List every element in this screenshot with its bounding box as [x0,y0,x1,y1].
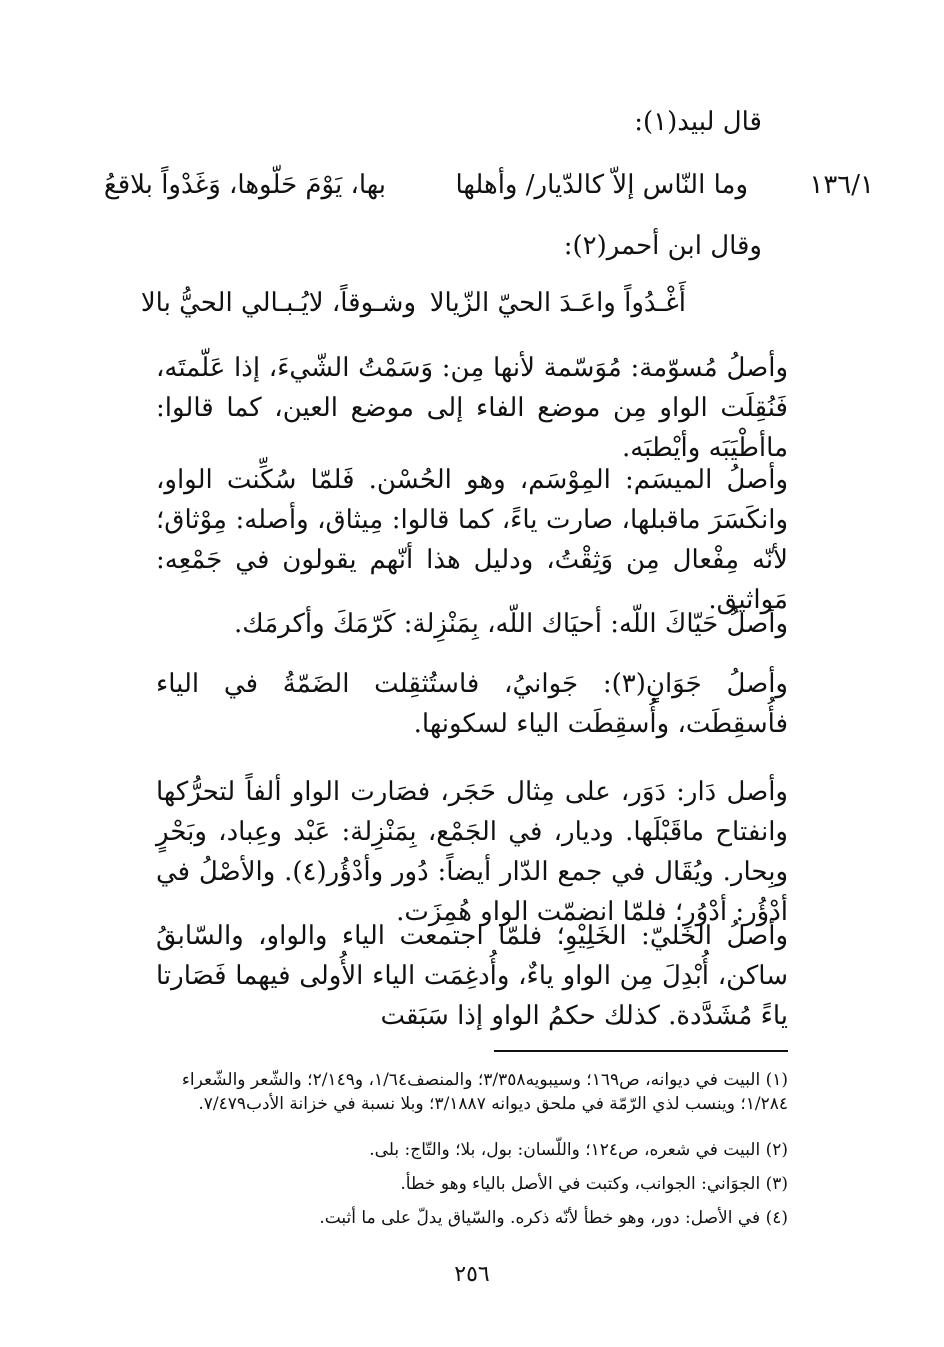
paragraph-khaliyy: وأصلُ الخَليّ: الخَلِيْوِ؛ فلمّا اجتمعت الياء والواو، والسّابقُ ساكن، أُبْدِلَ مِن الواو ياءٌ، وأُدغِمَت الياء الأُولى فيهما فَصَارتا ياءً مُشَدَّدة. كذلك حكمُ الواو إذا سَبَقت [156,921,788,1031]
paragraph-jawan: وأصلُ جَوَانٍ(٣): جَوانيُ، فاستُثقِلت الضَمّةُ في الياء فأُسقِطَت، وأُسقِطَت الياء لسكونها. [156,669,788,739]
verse-1-hemistich-1: وما النّاس إلاّ كالدّيار/ وأهلها [455,170,748,200]
paragraph-dar: وأصل دَار: دَوَر، على مِثال حَجَر، فصَارت الواو ألفاً لتحرُّكها وانفتاح ماقَبْلَها. وديار، في الجَمْع، بِمَنْزِلة: عَبْد وعِباد، وبَحْرٍ وبِحار. ويُقَال في جمع الدّار أيضاً: دُور وأدْؤُر(٤). والأصْلُ في أدْؤُر: أدْوُر؛ فلمّا انضمّت الواو هُمِزَت. [156,777,788,927]
paragraph-maysam: وأصلُ الميسَم: المِوْسَم، وهو الحُسْن. فَلمّا سُكِّنت الواو، وانكَسَرَ ماقبلها، صارت ياءً، كما قالوا: مِيثاق، وأصله: مِوْثاق؛ لأنّه مِفْعال مِن وَثِقْتُ، ودليل هذا أنّهم يقولون في جَمْعِه: مَواثيق. [156,465,788,615]
intro-ibn-ahmar: وقال ابن أحمر(٢): [563,231,762,261]
intro-labid: قال لبيد(١): [634,107,762,137]
footnote-3: (٣) الجوَاني: الجوانب، وكتبت في الأصل بالياء وهو خطأ. [400,1174,788,1194]
verse-number: ١٣٦/١ [809,170,874,200]
verse-2-hemistich-1: أَغْـدُواً واعَـدَ الحيّ الزّيالا [429,288,686,318]
footnote-divider [494,1050,788,1052]
footnote-4: (٤) في الأصل: دور، وهو خطأ لأنّه ذكره. والسّياق يدلّ على ما أثبت. [319,1208,788,1228]
paragraph-musawwama: وأصلُ مُسوّمة: مُوَسّمة لأنها مِن: وَسَمْتُ الشّيءَ، إذا عَلّمتَه، فَنُقِلَت الواو مِن موضع الفاء إلى موضع العين، كما قالوا: ماأطْيَبَه وأيْطبَه. [156,353,788,463]
paragraph-hayyaka: وأصلُ حَيّاكَ اللّه: أحيَاك اللّه، بِمَنْزِلة: كَرّمَكَ وأكرمَك. [234,609,788,639]
page-number: ٢٥٦ [454,1262,490,1287]
footnote-1: (١) البيت في ديوانه، ص١٦٩؛ وسيبويه٣/٣٥٨؛ والمنصف١/٦٤، و٢/١٤٩؛ والشّعر والشّعراء ١/٢٨٤؛ وينسب لذي الرّمّة في ملحق ديوانه ٣/١٨٨٧؛ وبلا نسبة في خزانة الأدب٧/٤٧٩. [181,1070,788,1114]
verse-1-hemistich-2: بها، يَوْمَ حَلّوها، وَغَدْواً بلاقعُ [103,170,386,200]
footnote-2: (٢) البيت في شعره، ص١٢٤؛ واللّسان: بول، بلا؛ والتّاج: بلى. [369,1140,788,1160]
verse-2-hemistich-2: وشـوقاً، لايُـبـالي الحيُّ بالا [140,288,416,318]
